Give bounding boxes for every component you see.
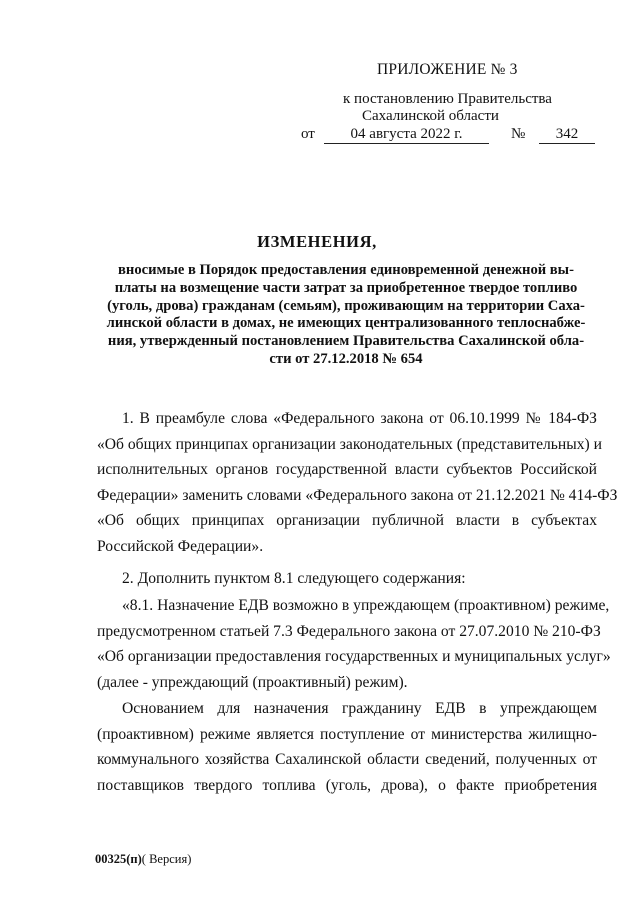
- paragraph-line: «Об общих принципах организации публичной власти в субъектах: [97, 512, 597, 529]
- paragraph-line: «Об общих принципах организации законодательных (представительных) и: [97, 435, 602, 453]
- paragraph-line: Российской Федерации».: [97, 537, 264, 555]
- paragraph-3: [97, 593, 611, 695]
- paragraph-2: [97, 566, 597, 592]
- paragraph-line: коммунального хозяйства Сахалинской области сведений, полученных от: [97, 751, 597, 768]
- paragraph-line: предусмотренном статьей 7.3 Федерального закона от 27.07.2010 № 210-ФЗ: [97, 622, 601, 640]
- document-code: 00325(п): [95, 852, 142, 866]
- appendix-region-line: Сахалинской области: [362, 108, 499, 124]
- document-subtitle: [100, 262, 592, 369]
- date-label: от: [301, 126, 315, 142]
- paragraph-line: 2. Дополнить пунктом 8.1 следующего содержания:: [122, 570, 466, 587]
- subtitle-line: линской области в домах, не имеющих централизованного теплоснабже-: [106, 315, 586, 332]
- subtitle-line: сти от 27.12.2018 № 654: [269, 350, 423, 367]
- subtitle-line: вносимые в Порядок предоставления единовременной денежной вы-: [118, 262, 574, 278]
- document-version: ( Версия): [141, 852, 192, 866]
- paragraph-line: 1. В преамбуле слова «Федерального закона от 06.10.1999 № 184-ФЗ: [122, 410, 597, 427]
- paragraph-line: поставщиков твердого топлива (уголь, дрова), о факте приобретения: [97, 776, 597, 794]
- appendix-title: ПРИЛОЖЕНИЕ № 3: [377, 61, 518, 78]
- subtitle-line: платы на возмещение части затрат за приобретенное твердое топливо: [114, 279, 578, 296]
- paragraph-line: «8.1. Назначение ЕДВ возможно в упреждающем (проактивном) режиме,: [122, 597, 610, 614]
- paragraph-line: Федерации» заменить словами «Федерального закона от 21.12.2021 № 414-ФЗ: [97, 486, 618, 504]
- paragraph-line: (далее - упреждающий (проактивный) режим).: [97, 673, 408, 691]
- paragraph-line: Основанием для назначения гражданину ЕДВ в упреждающем: [122, 700, 597, 717]
- paragraph-line: (проактивном) режиме является поступление от министерства жилищно-: [97, 725, 597, 743]
- paragraph-1: [97, 406, 618, 559]
- paragraph-line: исполнительных органов государственной власти субъектов Российской: [97, 461, 597, 478]
- document-title: ИЗМЕНЕНИЯ,: [257, 232, 377, 251]
- paragraph-4: [97, 696, 597, 798]
- paragraph-line: «Об организации предоставления государственных и муниципальных услуг»: [97, 648, 611, 665]
- subtitle-line: (уголь, дрова) гражданам (семьям), проживающим на территории Саха-: [107, 297, 585, 314]
- number-label: №: [511, 126, 526, 142]
- decree-number: 342: [539, 126, 595, 144]
- decree-date: 04 августа 2022 г.: [324, 126, 489, 144]
- appendix-decree-line: к постановлению Правительства: [343, 91, 552, 107]
- document-footer: [95, 852, 191, 867]
- subtitle-line: ния, утвержденный постановлением Правительства Сахалинской обла-: [107, 333, 585, 350]
